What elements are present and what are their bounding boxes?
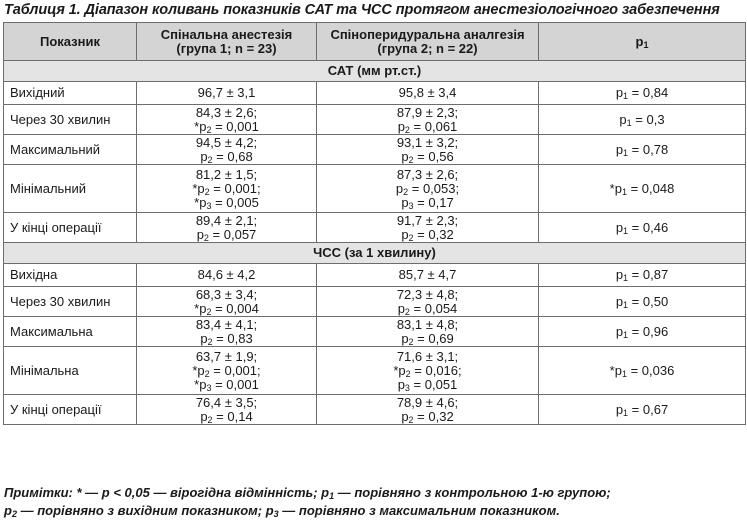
text-part: p bbox=[615, 293, 624, 309]
group-1-value bbox=[137, 317, 317, 347]
subscript: 1 bbox=[623, 273, 629, 283]
text-part: = 0,32 bbox=[413, 226, 454, 242]
header-group-2: Спіноперидуральна аналгезія (група 2; n = 22) bbox=[317, 23, 539, 61]
header-p1: $p_1$ bbox=[539, 23, 746, 61]
text-part: p bbox=[196, 226, 204, 242]
subscript: 3 bbox=[206, 382, 212, 393]
text-part: *p bbox=[609, 362, 622, 378]
table-row bbox=[4, 317, 746, 347]
subscript: 2 bbox=[207, 414, 213, 425]
note-text: — порівняно з максимальним показником. bbox=[278, 503, 560, 518]
value-line bbox=[323, 214, 532, 228]
table-row bbox=[4, 395, 746, 425]
group-2-value bbox=[317, 213, 539, 243]
text-part: = 0,3 bbox=[631, 111, 665, 127]
value-line bbox=[143, 378, 310, 392]
subscript: 3 bbox=[206, 200, 212, 211]
value-line bbox=[323, 228, 532, 242]
text-part: 71,6 ± 3,1; bbox=[396, 348, 459, 364]
text-part: = 0,84 bbox=[628, 85, 669, 100]
subscript: 2 bbox=[206, 124, 212, 135]
value-line bbox=[143, 86, 310, 100]
p1-value bbox=[539, 347, 746, 395]
text-part: 94,5 ± 4,2; bbox=[195, 134, 258, 150]
value-line bbox=[323, 378, 532, 392]
text-part: p bbox=[615, 141, 624, 157]
indicator-name: Через 30 хвилин bbox=[4, 105, 137, 135]
subscript: 1 bbox=[623, 147, 629, 158]
value-line bbox=[323, 410, 532, 424]
group-2-value bbox=[317, 135, 539, 165]
text-part: = 0,001 bbox=[211, 118, 259, 134]
text-part: 91,7 ± 2,3; bbox=[396, 212, 459, 228]
indicator-name: Вихідний bbox=[4, 82, 137, 105]
subscript: 2 bbox=[206, 306, 212, 317]
text-part: = 0,68 bbox=[212, 148, 253, 164]
subscript: 1 bbox=[626, 117, 632, 128]
text-part: 85,7 ± 4,7 bbox=[398, 267, 457, 282]
value-line bbox=[143, 288, 310, 302]
value-line bbox=[143, 410, 310, 424]
text-part: = 0,14 bbox=[212, 408, 253, 424]
subscript: 2 bbox=[408, 232, 414, 243]
text-part: = 0,051 bbox=[409, 376, 458, 392]
note-text: — порівняно з контрольною 1-ю групою; bbox=[334, 485, 611, 500]
text-part: *p bbox=[192, 362, 205, 378]
text-part: = 0,56 bbox=[413, 148, 454, 164]
text-part: = 0,50 bbox=[628, 293, 669, 309]
note-text: p bbox=[4, 503, 12, 518]
table-caption: Таблиця 1. Діапазон коливань показників САТ та ЧСС протягом анестезіологічного забезпечення bbox=[4, 2, 720, 18]
subscript: 1 bbox=[623, 225, 629, 236]
group-1-value bbox=[137, 347, 317, 395]
subscript: 1 bbox=[329, 491, 335, 501]
value-line bbox=[323, 318, 532, 332]
value-line bbox=[143, 268, 310, 282]
group-1-value bbox=[137, 395, 317, 425]
subscript: 2 bbox=[408, 154, 414, 165]
group-1-value bbox=[137, 264, 317, 287]
p1-value bbox=[539, 264, 746, 287]
text-part: = 0,001; bbox=[209, 180, 261, 196]
value-line bbox=[323, 150, 532, 164]
text-part: = 0,061 bbox=[409, 118, 458, 134]
text-part: 93,1 ± 3,2; bbox=[396, 134, 459, 150]
group-1-value bbox=[137, 135, 317, 165]
value-line bbox=[143, 350, 310, 364]
text-part: = 0,005 bbox=[211, 194, 259, 210]
value-line bbox=[323, 120, 532, 134]
subscript: 1 bbox=[621, 186, 627, 197]
section-row bbox=[4, 243, 746, 264]
text-part: = 0,46 bbox=[628, 219, 669, 235]
text-part: p bbox=[619, 111, 627, 127]
value-line bbox=[143, 302, 310, 316]
text-part: 83,4 ± 4,1; bbox=[195, 316, 258, 332]
subscript: 3 bbox=[273, 509, 279, 519]
table-row bbox=[4, 213, 746, 243]
group-1-value bbox=[137, 287, 317, 317]
data-table bbox=[3, 22, 746, 425]
text-part: *p bbox=[194, 376, 207, 392]
group-2-value bbox=[317, 105, 539, 135]
value-line bbox=[143, 214, 310, 228]
subscript: 1 bbox=[623, 299, 629, 310]
indicator-name: Мінімальний bbox=[4, 165, 137, 213]
p1-value bbox=[539, 287, 746, 317]
text-part: = 0,32 bbox=[413, 408, 454, 424]
text-part: = 0,17 bbox=[413, 194, 454, 210]
text-part: p bbox=[200, 148, 208, 164]
text-part: = 0,69 bbox=[413, 330, 454, 346]
text-part: 63,7 ± 1,9; bbox=[195, 348, 258, 364]
text-part: p bbox=[401, 330, 409, 346]
text-part: = 0,057 bbox=[208, 226, 257, 242]
value-line bbox=[143, 150, 310, 164]
text-part: p bbox=[615, 401, 624, 417]
value-line bbox=[323, 106, 532, 120]
value-line bbox=[143, 332, 310, 346]
value-line bbox=[143, 168, 310, 182]
indicator-name: Через 30 хвилин bbox=[4, 287, 137, 317]
value-line bbox=[143, 196, 310, 210]
group-1-value bbox=[137, 105, 317, 135]
text-part: p bbox=[401, 408, 409, 424]
value-line bbox=[143, 120, 310, 134]
text-part: *p bbox=[194, 194, 207, 210]
text-part: = 0,87 bbox=[628, 267, 669, 282]
p1-value bbox=[539, 135, 746, 165]
subscript: 2 bbox=[405, 368, 411, 379]
subscript: 3 bbox=[408, 200, 414, 211]
value-line bbox=[143, 396, 310, 410]
text-part: p bbox=[615, 219, 624, 235]
value-line bbox=[143, 136, 310, 150]
text-part: = 0,83 bbox=[212, 330, 253, 346]
value-line bbox=[323, 86, 532, 100]
value-line bbox=[323, 288, 532, 302]
text-part: *p bbox=[393, 362, 406, 378]
value-line bbox=[143, 182, 310, 196]
p1-value bbox=[539, 105, 746, 135]
table-body bbox=[4, 61, 746, 425]
text-part: p bbox=[615, 85, 624, 100]
section-title: ЧСС (за 1 хвилину) bbox=[4, 243, 746, 264]
group-2-value bbox=[317, 347, 539, 395]
value-line bbox=[323, 396, 532, 410]
text-part: = 0,67 bbox=[628, 401, 669, 417]
group-2-value bbox=[317, 82, 539, 105]
subscript: 2 bbox=[408, 336, 414, 347]
text-part: = 0,016; bbox=[410, 362, 462, 378]
indicator-name: Максимальний bbox=[4, 135, 137, 165]
p1-value bbox=[539, 317, 746, 347]
note-line bbox=[4, 502, 611, 520]
indicator-name: Мінімальна bbox=[4, 347, 137, 395]
value-line bbox=[323, 136, 532, 150]
table-row bbox=[4, 165, 746, 213]
header-group-1: Спінальна анестезія (група 1; n = 23) bbox=[137, 23, 317, 61]
text-part: *p bbox=[609, 180, 622, 196]
p1-value bbox=[539, 165, 746, 213]
text-part: *p bbox=[192, 180, 205, 196]
group-1-value bbox=[137, 213, 317, 243]
text-part: = 0,78 bbox=[628, 141, 669, 157]
value-line bbox=[143, 106, 310, 120]
p1-value bbox=[539, 395, 746, 425]
subscript: 1 bbox=[623, 329, 629, 340]
table-notes bbox=[4, 484, 611, 520]
value-line bbox=[323, 168, 532, 182]
subscript: 1 bbox=[621, 368, 627, 379]
text-part: = 0,96 bbox=[628, 323, 669, 339]
text-part: p bbox=[401, 148, 409, 164]
table-row bbox=[4, 287, 746, 317]
table-header bbox=[4, 23, 746, 61]
text-part: 89,4 ± 2,1; bbox=[195, 212, 258, 228]
value-line bbox=[323, 196, 532, 210]
indicator-name: У кінці операції bbox=[4, 395, 137, 425]
value-line bbox=[323, 268, 532, 282]
text-part: p bbox=[397, 118, 405, 134]
subscript: 2 bbox=[203, 232, 209, 243]
subscript: 1 bbox=[623, 407, 629, 418]
value-line bbox=[143, 228, 310, 242]
p1-value bbox=[539, 82, 746, 105]
value-line bbox=[323, 332, 532, 346]
subscript: 2 bbox=[403, 186, 409, 197]
text-part: = 0,053; bbox=[408, 180, 460, 196]
text-part: p bbox=[397, 300, 405, 316]
note-text: — порівняно з вихідним показником; p bbox=[16, 503, 274, 518]
subscript: 2 bbox=[404, 306, 410, 317]
text-part: 78,9 ± 4,6; bbox=[396, 394, 459, 410]
indicator-name: У кінці операції bbox=[4, 213, 137, 243]
table-row bbox=[4, 347, 746, 395]
subscript: 2 bbox=[408, 414, 414, 425]
text-part: 84,3 ± 2,6; bbox=[195, 104, 258, 120]
text-part: 96,7 ± 3,1 bbox=[197, 85, 256, 100]
section-row bbox=[4, 61, 746, 82]
subscript: 2 bbox=[204, 186, 210, 197]
subscript: 1 bbox=[623, 91, 629, 101]
group-1-value bbox=[137, 82, 317, 105]
text-part: = 0,054 bbox=[409, 300, 458, 316]
value-line bbox=[323, 302, 532, 316]
text-part: = 0,001; bbox=[209, 362, 261, 378]
value-line bbox=[323, 364, 532, 378]
text-part: 68,3 ± 3,4; bbox=[195, 286, 258, 302]
text-part: 76,4 ± 3,5; bbox=[195, 394, 258, 410]
text-part: p bbox=[401, 194, 409, 210]
group-2-value bbox=[317, 264, 539, 287]
text-part: p bbox=[401, 226, 409, 242]
subscript: 2 bbox=[207, 336, 213, 347]
text-part: = 0,036 bbox=[626, 362, 675, 378]
note-line bbox=[4, 484, 611, 502]
text-part: *p bbox=[194, 118, 207, 134]
subscript: 2 bbox=[204, 368, 210, 379]
text-part: = 0,001 bbox=[211, 376, 259, 392]
text-part: p bbox=[397, 376, 405, 392]
text-part: p bbox=[395, 180, 404, 196]
subscript: 2 bbox=[207, 154, 213, 165]
value-line bbox=[323, 182, 532, 196]
table-row bbox=[4, 82, 746, 105]
text-part: 83,1 ± 4,8; bbox=[396, 316, 459, 332]
text-part: 95,8 ± 3,4 bbox=[398, 85, 457, 100]
text-part: 72,3 ± 4,8; bbox=[396, 286, 459, 302]
group-2-value bbox=[317, 287, 539, 317]
text-part: p bbox=[615, 267, 624, 282]
text-part: 81,2 ± 1,5; bbox=[195, 166, 258, 182]
subscript: 2 bbox=[404, 124, 410, 135]
table-row bbox=[4, 105, 746, 135]
group-1-value bbox=[137, 165, 317, 213]
group-2-value bbox=[317, 395, 539, 425]
section-title: САТ (мм рт.ст.) bbox=[4, 61, 746, 82]
value-line bbox=[143, 364, 310, 378]
p1-value bbox=[539, 213, 746, 243]
text-part: 84,6 ± 4,2 bbox=[197, 267, 256, 282]
value-line bbox=[323, 350, 532, 364]
group-2-value bbox=[317, 317, 539, 347]
text-part: p bbox=[200, 408, 208, 424]
text-part: 87,9 ± 2,3; bbox=[396, 104, 459, 120]
subscript: 2 bbox=[11, 509, 17, 519]
text-part: 87,3 ± 2,6; bbox=[396, 166, 459, 182]
indicator-name: Максимальна bbox=[4, 317, 137, 347]
text-part: p bbox=[200, 330, 208, 346]
header-indicator: Показник bbox=[4, 23, 137, 61]
text-part: = 0,048 bbox=[626, 180, 675, 196]
text-part: p bbox=[615, 323, 624, 339]
note-text: Примітки: * — p < 0,05 — вірогідна відмінність; p bbox=[4, 485, 330, 500]
table-row bbox=[4, 135, 746, 165]
value-line bbox=[143, 318, 310, 332]
group-2-value bbox=[317, 165, 539, 213]
indicator-name: Вихідна bbox=[4, 264, 137, 287]
text-part: *p bbox=[194, 300, 207, 316]
table-row bbox=[4, 264, 746, 287]
subscript: 3 bbox=[404, 382, 410, 393]
text-part: = 0,004 bbox=[211, 300, 259, 316]
